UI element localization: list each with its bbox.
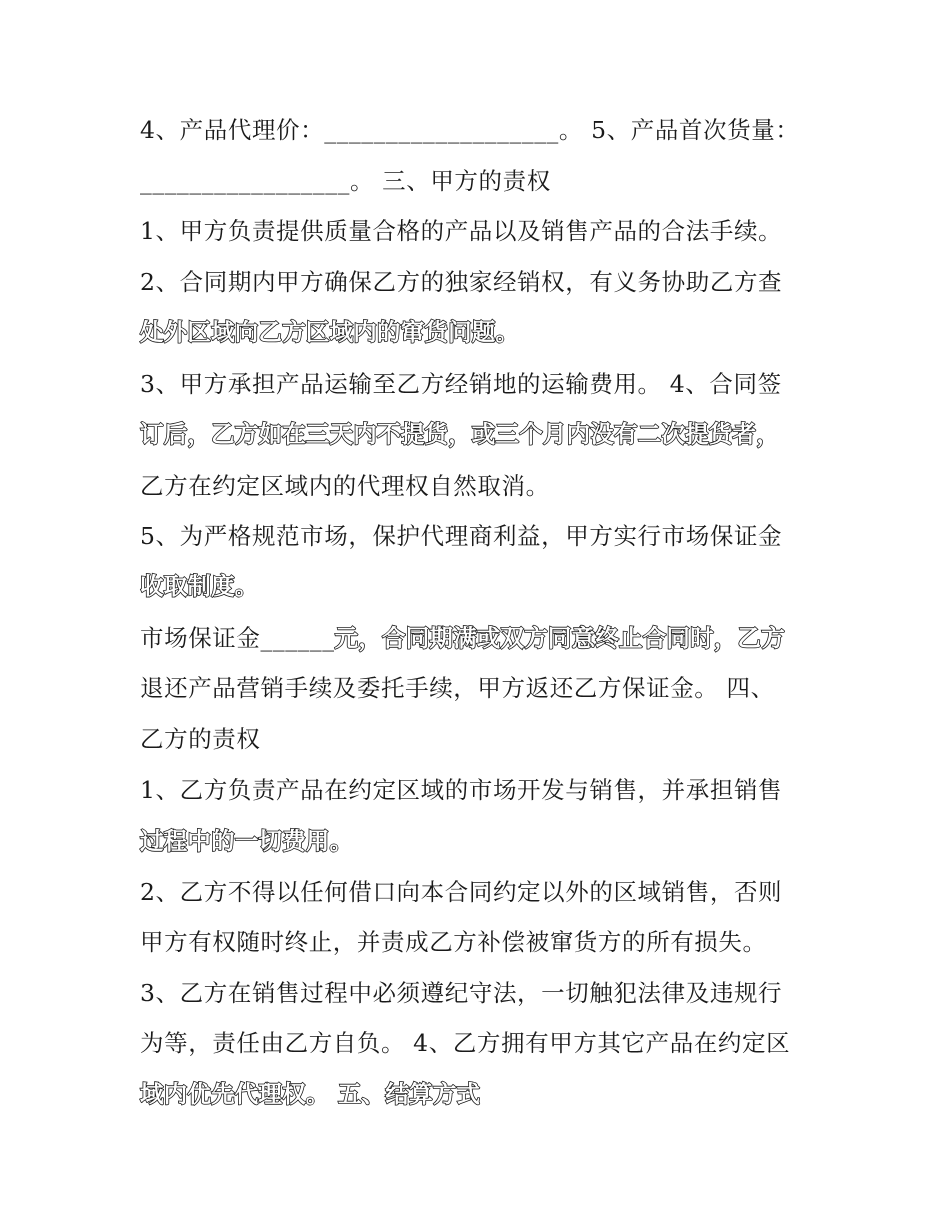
deposit-text: 元，合同期满或双方同意终止合同时，乙方 xyxy=(334,624,785,652)
text-line-9: 5、为严格规范市场，保护代理商利益，甲方实行市场保证金 xyxy=(140,522,783,550)
text-line-15: 过程中的一切费用。 xyxy=(140,827,354,855)
text-line-4: 2、合同期内甲方确保乙方的独家经销权，有义务协助乙方查 xyxy=(140,268,783,296)
text-line-13: 乙方的责权 xyxy=(140,725,261,753)
text-line-10: 收取制度。 xyxy=(140,572,259,600)
text-line-8: 乙方在约定区域内的代理权自然取消。 xyxy=(140,472,550,500)
text-line-18: 3、乙方在销售过程中必须遵纪守法，一切触犯法律及违规行 xyxy=(140,979,783,1007)
text-line-5: 处外区域向乙方区域内的窜货问题。 xyxy=(140,318,520,346)
text-line-11 xyxy=(140,618,820,658)
text-line-2: _________________。 三、甲方的责权 xyxy=(140,167,551,195)
text-line-12: 退还产品营销手续及委托手续，甲方返还乙方保证金。 四、 xyxy=(140,674,775,702)
text-line-20: 域内优先代理权。 五、结算方式 xyxy=(140,1080,481,1108)
deposit-blank: ______ xyxy=(260,624,335,652)
text-line-17: 甲方有权随时终止，并责成乙方补偿被窜货方的所有损失。 xyxy=(140,928,767,956)
text-line-1: 4、产品代理价：___________________。 5、产品首次货量： xyxy=(140,116,800,144)
text-line-3: 1、甲方负责提供质量合格的产品以及销售产品的合法手续。 xyxy=(140,217,783,245)
text-line-7: 订后，乙方如在三天内不提货，或三个月内没有二次提货者， xyxy=(140,420,780,448)
text-line-6: 3、甲方承担产品运输至乙方经销地的运输费用。 4、合同签 xyxy=(140,370,782,398)
text-line-19: 为等，责任由乙方自负。 4、乙方拥有甲方其它产品在约定区 xyxy=(140,1029,791,1057)
text-line-16: 2、乙方不得以任何借口向本合同约定以外的区域销售，否则 xyxy=(140,878,783,906)
deposit-label: 市场保证金 xyxy=(140,624,261,652)
text-line-14: 1、乙方负责产品在约定区域的市场开发与销售，并承担销售 xyxy=(140,776,783,804)
